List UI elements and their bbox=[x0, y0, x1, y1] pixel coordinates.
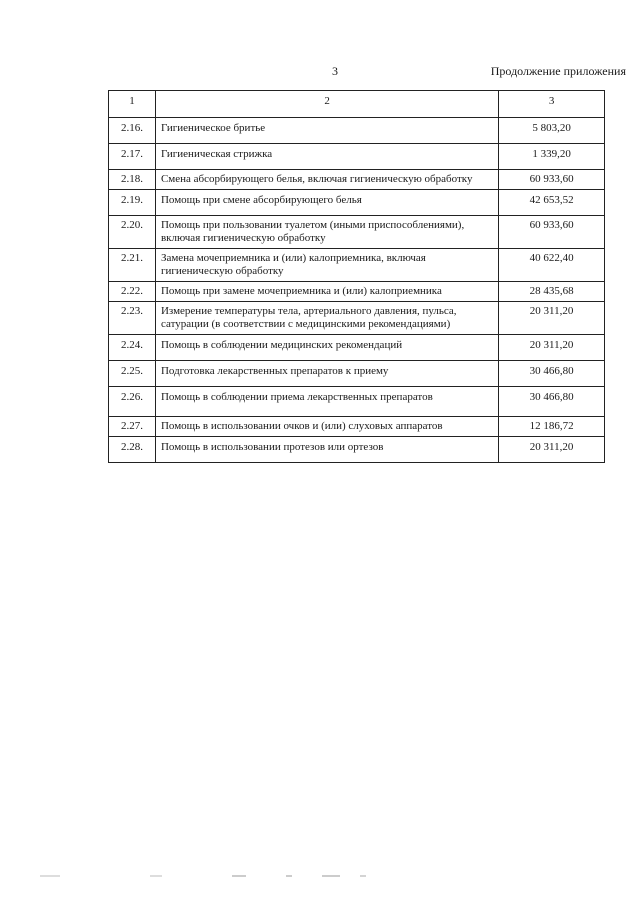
row-number: 2.24. bbox=[109, 335, 156, 361]
row-number: 2.20. bbox=[109, 216, 156, 249]
table-row bbox=[109, 170, 605, 190]
table-row bbox=[109, 437, 605, 463]
service-value: 30 466,80 bbox=[499, 387, 605, 417]
service-name: Помощь в соблюдении приема лекарственных препаратов bbox=[155, 387, 498, 417]
service-value: 12 186,72 bbox=[499, 417, 605, 437]
row-number: 2.23. bbox=[109, 302, 156, 335]
row-number: 2.26. bbox=[109, 387, 156, 417]
service-name: Помощь при пользовании туалетом (иными приспособлениями), включая гигиеническую обработку bbox=[155, 216, 498, 249]
service-name: Помощь при смене абсорбирующего белья bbox=[155, 190, 498, 216]
row-number: 2.22. bbox=[109, 282, 156, 302]
column-header-value: 3 bbox=[499, 91, 605, 118]
service-value: 40 622,40 bbox=[499, 249, 605, 282]
column-header-name: 2 bbox=[155, 91, 498, 118]
table-row bbox=[109, 387, 605, 417]
service-value: 5 803,20 bbox=[499, 118, 605, 144]
table-row bbox=[109, 216, 605, 249]
service-value: 20 311,20 bbox=[499, 335, 605, 361]
service-name: Гигиеническая стрижка bbox=[155, 144, 498, 170]
table-row bbox=[109, 361, 605, 387]
service-value: 28 435,68 bbox=[499, 282, 605, 302]
service-value: 60 933,60 bbox=[499, 170, 605, 190]
row-number: 2.21. bbox=[109, 249, 156, 282]
row-number: 2.25. bbox=[109, 361, 156, 387]
service-name: Измерение температуры тела, артериального давления, пульса, сатурации (в соответствии с медицинскими рекомендациями) bbox=[155, 302, 498, 335]
row-number: 2.16. bbox=[109, 118, 156, 144]
service-name: Помощь в использовании очков и (или) слуховых аппаратов bbox=[155, 417, 498, 437]
table-row bbox=[109, 118, 605, 144]
service-name: Помощь в использовании протезов или ортезов bbox=[155, 437, 498, 463]
service-name: Гигиеническое бритье bbox=[155, 118, 498, 144]
table-row bbox=[109, 282, 605, 302]
service-value: 1 339,20 bbox=[499, 144, 605, 170]
service-name: Помощь в соблюдении медицинских рекомендаций bbox=[155, 335, 498, 361]
service-name: Подготовка лекарственных препаратов к приему bbox=[155, 361, 498, 387]
row-number: 2.19. bbox=[109, 190, 156, 216]
table-row bbox=[109, 302, 605, 335]
service-name: Замена мочеприемника и (или) калоприемника, включая гигиеническую обработку bbox=[155, 249, 498, 282]
table-row bbox=[109, 144, 605, 170]
row-number: 2.27. bbox=[109, 417, 156, 437]
table-row bbox=[109, 417, 605, 437]
column-header-number: 1 bbox=[109, 91, 156, 118]
row-number: 2.28. bbox=[109, 437, 156, 463]
service-value: 60 933,60 bbox=[499, 216, 605, 249]
service-value: 20 311,20 bbox=[499, 302, 605, 335]
page-number: 3 bbox=[332, 64, 338, 78]
services-price-table bbox=[108, 90, 605, 463]
row-number: 2.18. bbox=[109, 170, 156, 190]
table-row bbox=[109, 335, 605, 361]
row-number: 2.17. bbox=[109, 144, 156, 170]
scan-noise-marks bbox=[0, 872, 640, 880]
service-value: 20 311,20 bbox=[499, 437, 605, 463]
table-header-row bbox=[109, 91, 605, 118]
service-value: 42 653,52 bbox=[499, 190, 605, 216]
service-name: Смена абсорбирующего белья, включая гигиеническую обработку bbox=[155, 170, 498, 190]
service-name: Помощь при замене мочеприемника и (или) калоприемника bbox=[155, 282, 498, 302]
table-row bbox=[109, 190, 605, 216]
appendix-continuation-note: Продолжение приложения bbox=[490, 64, 626, 78]
table-row bbox=[109, 249, 605, 282]
service-value: 30 466,80 bbox=[499, 361, 605, 387]
